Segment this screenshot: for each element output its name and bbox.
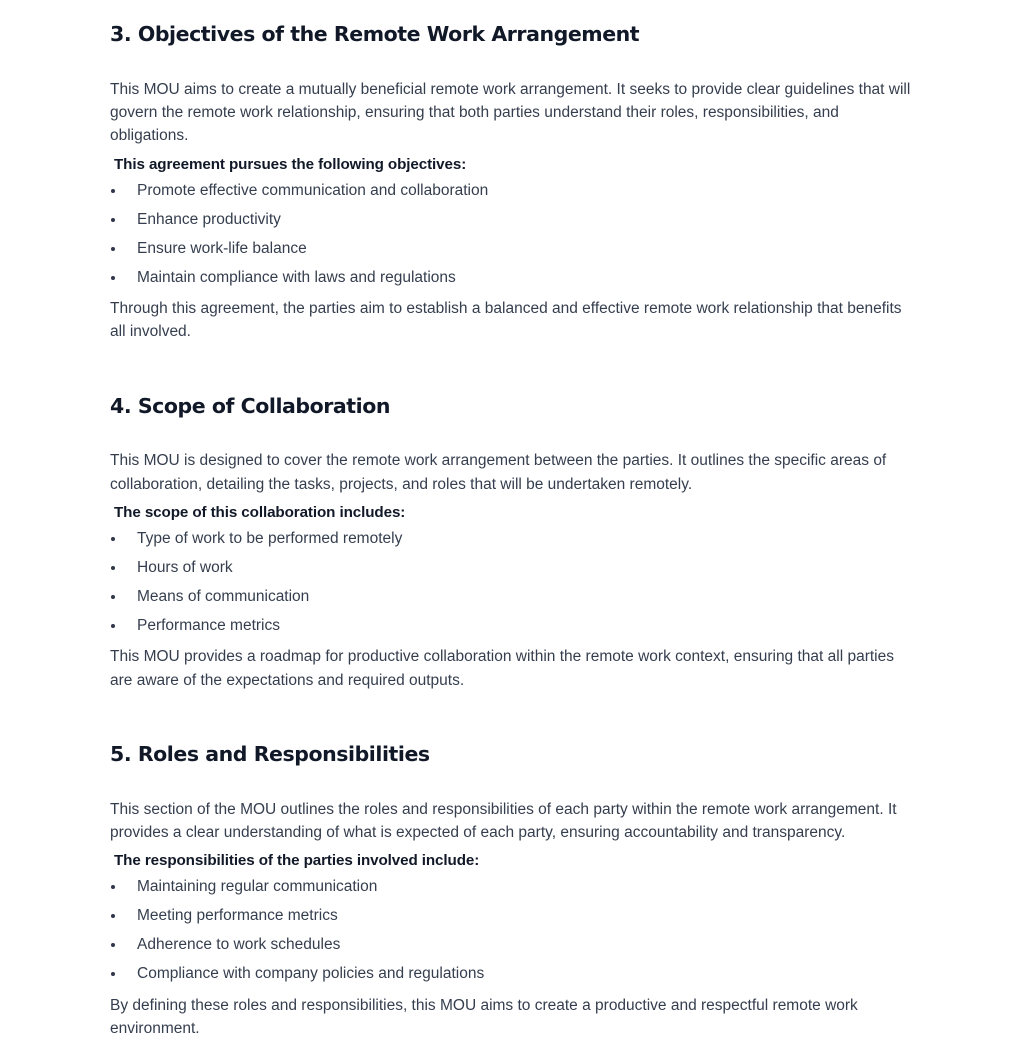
section-heading: 5. Roles and Responsibilities [110, 741, 430, 766]
list-item: Compliance with company policies and regulations [110, 959, 917, 988]
section-lead-in: The responsibilities of the parties involved include: [114, 852, 480, 870]
list-item: Promote effective communication and collaboration [110, 176, 917, 205]
list-item: Hours of work [110, 553, 917, 582]
section-intro-paragraph: This MOU is designed to cover the remote work arrangement between the parties. It outlines the specific areas of collaboration, detailing the tasks, projects, and roles that will be undertaken remotely. [110, 452, 887, 493]
section-scope-of-collaboration [110, 344, 917, 692]
section-objectives [110, 0, 917, 344]
section-heading: 3. Objectives of the Remote Work Arrangement [110, 22, 640, 46]
section-intro-paragraph: This section of the MOU outlines the roles and responsibilities of each party within the remote work arrangement. It provides a clear understanding of what is expected of each party, ensuring accountability and transparency. [110, 800, 897, 841]
list-item: Maintaining regular communication [110, 872, 917, 901]
list-item: Adherence to work schedules [110, 930, 917, 959]
section-outro-paragraph: Through this agreement, the parties aim to establish a balanced and effective remote work relationship that benefits all involved. [110, 300, 902, 341]
list-item: Performance metrics [110, 611, 917, 640]
scope-list [110, 524, 917, 640]
list-item: Ensure work-life balance [110, 234, 917, 263]
section-outro-paragraph: This MOU provides a roadmap for productive collaboration within the remote work context, ensuring that all parties are aware of the expectations and required outputs. [110, 648, 894, 689]
objectives-list [110, 176, 917, 292]
section-outro-paragraph: By defining these roles and responsibilities, this MOU aims to create a productive and respectful remote work environment. [110, 996, 858, 1037]
list-item: Meeting performance metrics [110, 901, 917, 930]
list-item: Type of work to be performed remotely [110, 524, 917, 553]
list-item: Means of communication [110, 582, 917, 611]
section-heading: 4. Scope of Collaboration [110, 393, 391, 418]
section-intro-paragraph: This MOU aims to create a mutually beneficial remote work arrangement. It seeks to provide clear guidelines that will govern the remote work relationship, ensuring that both parties understand their roles, responsibilities, and obligations. [110, 80, 911, 145]
list-item: Enhance productivity [110, 205, 917, 234]
list-item: Maintain compliance with laws and regulations [110, 263, 917, 292]
section-roles-and-responsibilities [110, 692, 917, 1040]
section-lead-in: This agreement pursues the following objectives: [114, 155, 467, 173]
section-lead-in: The scope of this collaboration includes: [114, 503, 406, 521]
document-body [110, 0, 917, 1040]
responsibilities-list [110, 872, 917, 988]
